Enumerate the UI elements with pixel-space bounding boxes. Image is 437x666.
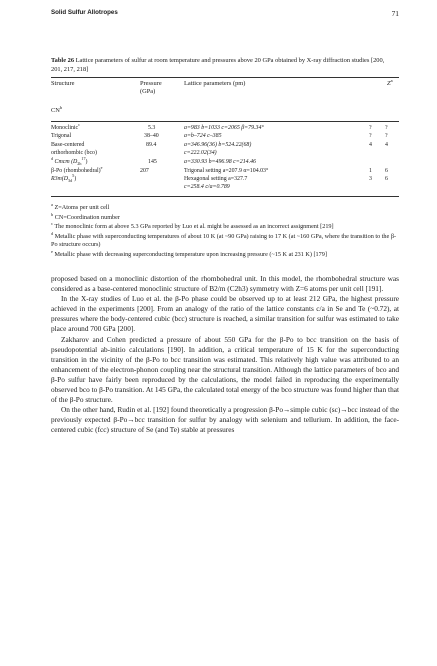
col-header-pressure-unit: (GPa)	[140, 88, 156, 95]
table-row-z: ?	[369, 133, 372, 139]
table-row-lattice: c=222.02(34)	[184, 150, 217, 156]
table-row-cn: 4	[385, 142, 388, 148]
table-row-lattice: a=b–724 c–385	[184, 133, 222, 139]
table-row-lattice: a=983 b=1033 c=2065 β=79.34°	[184, 125, 264, 131]
table-row-z: 1	[369, 168, 372, 174]
table-row-pressure: 89.4	[146, 142, 157, 148]
body-paragraph: On the other hand, Rudin et al. [192] found theoretically a progression β-Po→simple cubic (sc)→bcc instead of the previously expected β-Po→bcc transition for sulfur by analogy with selenium and tellurium. In addition, the face-centered cubic (fcc) structure of Se (and Te) stable at pressures	[51, 405, 399, 435]
footnote: $^d$ Metallic phase with superconducting temperatures of about 10 K (at ~90 GPa) raising to 17 K (at ~160 GPa, where the transition to the β-Po structure occurs)	[51, 230, 397, 248]
table-bottom-rule	[51, 196, 399, 197]
body-text	[51, 274, 399, 436]
table-row-lattice: Trigonal setting a=207.9 α=104.03°	[184, 168, 269, 174]
footnote: $^c$ The monoclinic form at above 5.3 GPa reported by Luo et al. might be assessed as an incorrect assignment [219]	[51, 221, 334, 231]
table-row-z: ?	[369, 125, 372, 131]
col-header-cn: $CN^b$	[51, 104, 63, 114]
col-header-structure: Structure	[51, 80, 75, 87]
table-row-lattice: a=346.96(36) b=524.22(68)	[184, 142, 252, 148]
footnote: $^e$ Metallic phase with decreasing superconducting temperature upon increasing pressure (~15 K at 231 K) [179]	[51, 248, 327, 258]
table-row-structure: $R3m(D_{3d}^5)$	[51, 173, 77, 184]
table-row-pressure: 38–40	[144, 133, 159, 139]
col-header-lattice: Lattice parameters (pm)	[184, 80, 246, 87]
table-caption-text: Lattice parameters of sulfur at room temperature and pressures above 20 GPa obtained by X-ray diffraction studies [200, 201, 217, 218]	[51, 57, 385, 73]
table-row-pressure: 207	[140, 168, 149, 174]
body-paragraph: Zakharov and Cohen predicted a pressure of about 550 GPa for the β-Po to bcc transition on the basis of pseudopotential ab-initio calculations [190]. In addition, a critical temperature of 15 K for the superconducting transition in the vicinity of the β-Po to bcc transition was estimated. This relatively high value was attributed to an enhancement of the electron-phonon coupling near the structural transition. Although the lattice parameters of bco and β-Po sulfur have fairly been reproduced by the calculations, the model failed in reproducing the experimentally observed bco to β-Po transition. At 145 GPa, the calculated total energy of the bco structure was found higher than that of the β-Po structure.	[51, 334, 399, 405]
table-row-z: 3	[369, 176, 372, 182]
table-row-lattice: a=330.93 b=496.98 c=214.46	[184, 159, 256, 165]
page-header	[51, 9, 399, 21]
table-row-lattice: Hexagonal setting a=327.7	[184, 176, 248, 182]
footnote: $^b$ CN=Coordination number	[51, 211, 120, 221]
body-paragraph: proposed based on a monoclinic distortion of the rhombohedral unit. In this model, the rhombohedral structure was considered as a base-centered monoclinic structure of B2/m (C2h3) symmetry with Z=6 atoms per unit cell [191].	[51, 274, 399, 294]
table-row-structure: β-Po (rhombohedral)$^e$	[51, 165, 103, 174]
table-row-structure: Monoclinic$^c$	[51, 122, 81, 131]
table-row-cn: ?	[385, 133, 388, 139]
col-header-z: $Z^a$	[387, 77, 393, 87]
table-row-cn: 6	[385, 176, 388, 182]
table-row-pressure: 5.3	[148, 125, 156, 131]
table-row-cn: ?	[385, 125, 388, 131]
body-paragraph: In the X-ray studies of Luo et al. the β-Po phase could be observed up to at least 212 GPa, the highest pressure achieved in the experiments [200]. From an analogy of the ratio of the lattice constants c/a in Se and Te (~0.72), at pressures where the body-centered cubic (bcc) structure is reached, a similar transition for sulfur was estimated to take place around 700 GPa [200].	[51, 294, 399, 334]
table-footnotes	[51, 201, 399, 260]
table-row-pressure: 145	[148, 159, 157, 165]
table-top-rule	[51, 77, 399, 78]
footnote: $^a$ Z=Atoms per unit cell	[51, 201, 110, 211]
col-header-pressure: Pressure	[140, 80, 162, 87]
table-row-cn: 6	[385, 168, 388, 174]
table-row-structure: Trigonal	[51, 133, 72, 139]
table-label: Table 26	[51, 57, 75, 64]
table-row-structure: Base-centered	[51, 142, 85, 148]
table-row-z: 4	[369, 142, 372, 148]
table-header-rule	[51, 121, 399, 122]
table-caption	[51, 57, 396, 75]
running-head: Solid Sulfur Allotropes	[51, 9, 118, 16]
table-row-structure: $^d$ Cmcm $(D_{2h}^{17})$	[51, 156, 88, 167]
table-row-lattice: c=258.4 c/a=0.789	[184, 184, 230, 190]
page-number: 71	[391, 9, 399, 18]
table-row-structure: orthorhombic (bco)	[51, 150, 97, 156]
